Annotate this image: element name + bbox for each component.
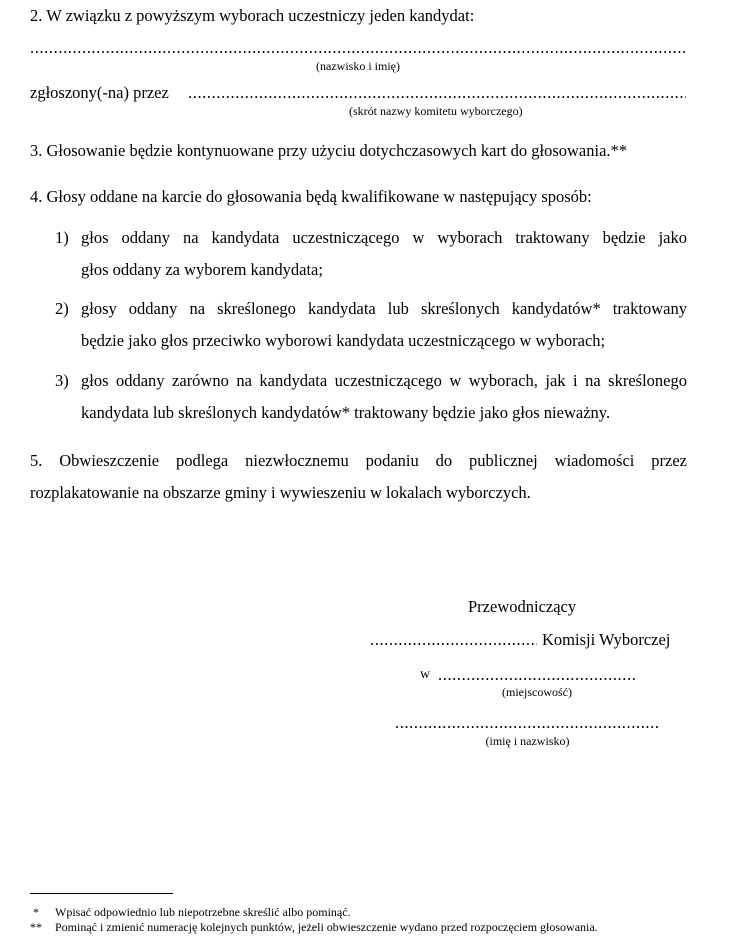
section-3-text: 3. Głosowanie będzie kontynuowane przy użyciu dotychczasowych kart do głosowania.** [30, 141, 628, 160]
footnote-mark: ** [30, 920, 42, 934]
list-item-2-line-1: głosy oddany na skreślonego kandydata lub skreślonych kandydatów* traktowany [81, 299, 687, 318]
section-5-line-1: 5. Obwieszczenie podlega niezwłocznemu podaniu do publicznej wiadomości przez [30, 451, 687, 470]
list-item-number: 3) [55, 371, 69, 390]
place-dotted-line [438, 665, 636, 685]
list-item-1-line-2: głos oddany za wyborem kandydata; [81, 260, 323, 279]
list-item-3-line-1: głos oddany zarówno na kandydata uczestniczącego w wyborach, jak i na skreślonego [81, 371, 687, 390]
person-dotted-line [395, 713, 660, 733]
list-item-number: 2) [55, 299, 69, 318]
list-item-2-line-2: będzie jako głos przeciwko wyborowi kandydata uczestniczącego w wyborach; [81, 331, 606, 350]
section-4-intro: 4. Głosy oddane na karcie do głosowania będą kwalifikowane w następujący sposób: [30, 187, 592, 206]
commission-dotted-line [370, 630, 537, 650]
chairman-title: Przewodniczący [468, 597, 577, 616]
submitted-by-label: zgłoszony(-na) przez [30, 83, 169, 102]
list-item-3-line-2: kandydata lub skreślonych kandydatów* traktowany będzie jako głos nieważny. [81, 403, 611, 422]
section-2-text: 2. W związku z powyższym wyborach uczestniczy jeden kandydat: [30, 6, 475, 25]
place-caption: (miejscowość) [502, 685, 572, 699]
committee-caption: (skrót nazwy komitetu wyborczego) [349, 104, 523, 118]
footnote-mark: * [33, 905, 39, 919]
footnote-text: Wpisać odpowiednio lub niepotrzebne skreślić albo pominąć. [55, 905, 351, 919]
footnote-text: Pominąć i zmienić numerację kolejnych punktów, jeżeli obwieszczenie wydano przed rozpoczęciem głosowania. [55, 920, 598, 934]
candidate-name-dotted-line [30, 38, 686, 58]
committee-dotted-line [188, 83, 686, 103]
section-5-line-2: rozplakatowanie na obszarze gminy i wywieszeniu w lokalach wyborczych. [30, 483, 531, 502]
person-caption: (imię i nazwisko) [485, 734, 570, 748]
list-item-1-line-1: głos oddany na kandydata uczestniczącego w wyborach traktowany będzie jako [81, 228, 687, 247]
place-prefix: w [420, 667, 431, 682]
footnote-separator [30, 893, 173, 894]
list-item-number: 1) [55, 228, 69, 247]
candidate-name-caption: (nazwisko i imię) [316, 59, 400, 73]
commission-label: Komisji Wyborczej [542, 630, 671, 649]
